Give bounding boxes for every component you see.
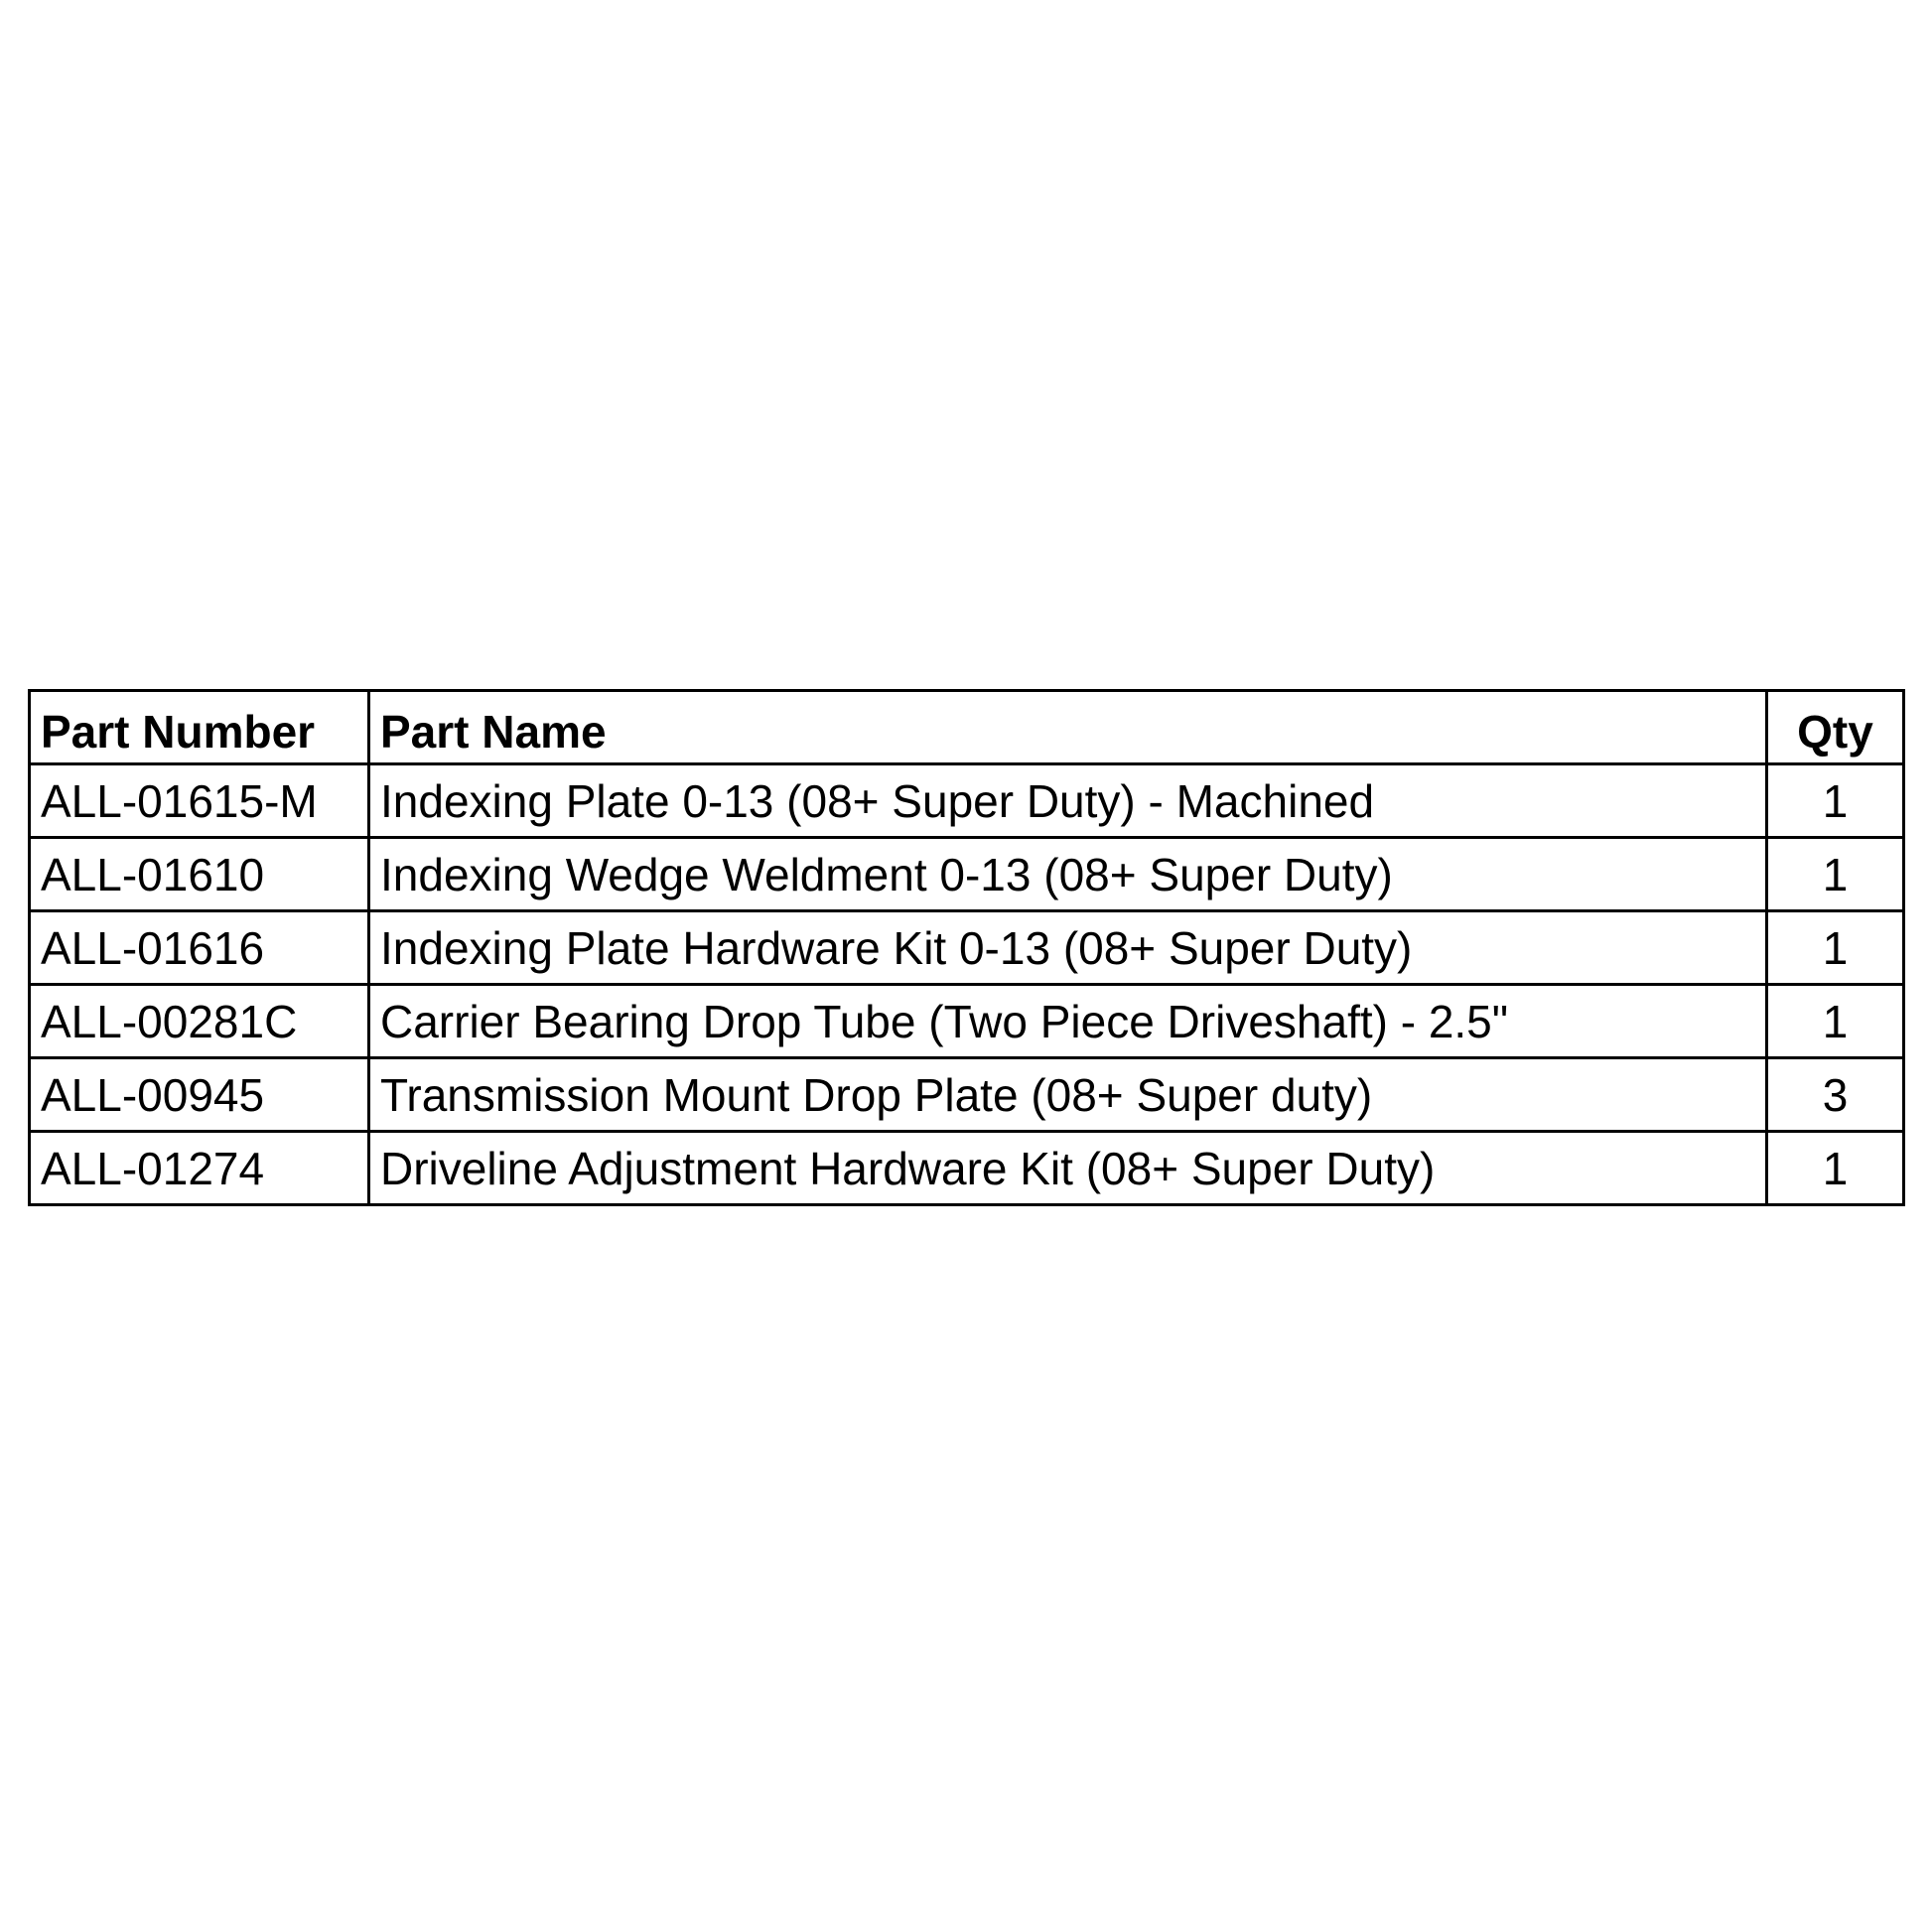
qty-cell: 1 — [1767, 985, 1904, 1058]
part-name-header: Part Name — [369, 691, 1767, 764]
qty-cell: 3 — [1767, 1058, 1904, 1132]
part-name-cell: Transmission Mount Drop Plate (08+ Super duty) — [369, 1058, 1767, 1132]
qty-header: Qty — [1767, 691, 1904, 764]
table-row — [30, 838, 1904, 911]
table-header-row — [30, 691, 1904, 764]
part-name-cell: Driveline Adjustment Hardware Kit (08+ Super Duty) — [369, 1132, 1767, 1205]
part-name-cell: Carrier Bearing Drop Tube (Two Piece Driveshaft) - 2.5" — [369, 985, 1767, 1058]
qty-cell: 1 — [1767, 911, 1904, 985]
part-number-cell: ALL-01274 — [30, 1132, 369, 1205]
qty-cell: 1 — [1767, 764, 1904, 838]
part-number-cell: ALL-01616 — [30, 911, 369, 985]
part-number-cell: ALL-00281C — [30, 985, 369, 1058]
table-row — [30, 911, 1904, 985]
qty-cell: 1 — [1767, 1132, 1904, 1205]
part-number-cell: ALL-00945 — [30, 1058, 369, 1132]
table-row — [30, 764, 1904, 838]
part-number-cell: ALL-01610 — [30, 838, 369, 911]
table-row — [30, 985, 1904, 1058]
part-number-header: Part Number — [30, 691, 369, 764]
part-number-cell: ALL-01615-M — [30, 764, 369, 838]
part-name-cell: Indexing Wedge Weldment 0-13 (08+ Super Duty) — [369, 838, 1767, 911]
table-row — [30, 1058, 1904, 1132]
part-name-cell: Indexing Plate 0-13 (08+ Super Duty) - Machined — [369, 764, 1767, 838]
parts-table — [28, 689, 1905, 1206]
qty-cell: 1 — [1767, 838, 1904, 911]
table-row — [30, 1132, 1904, 1205]
part-name-cell: Indexing Plate Hardware Kit 0-13 (08+ Super Duty) — [369, 911, 1767, 985]
